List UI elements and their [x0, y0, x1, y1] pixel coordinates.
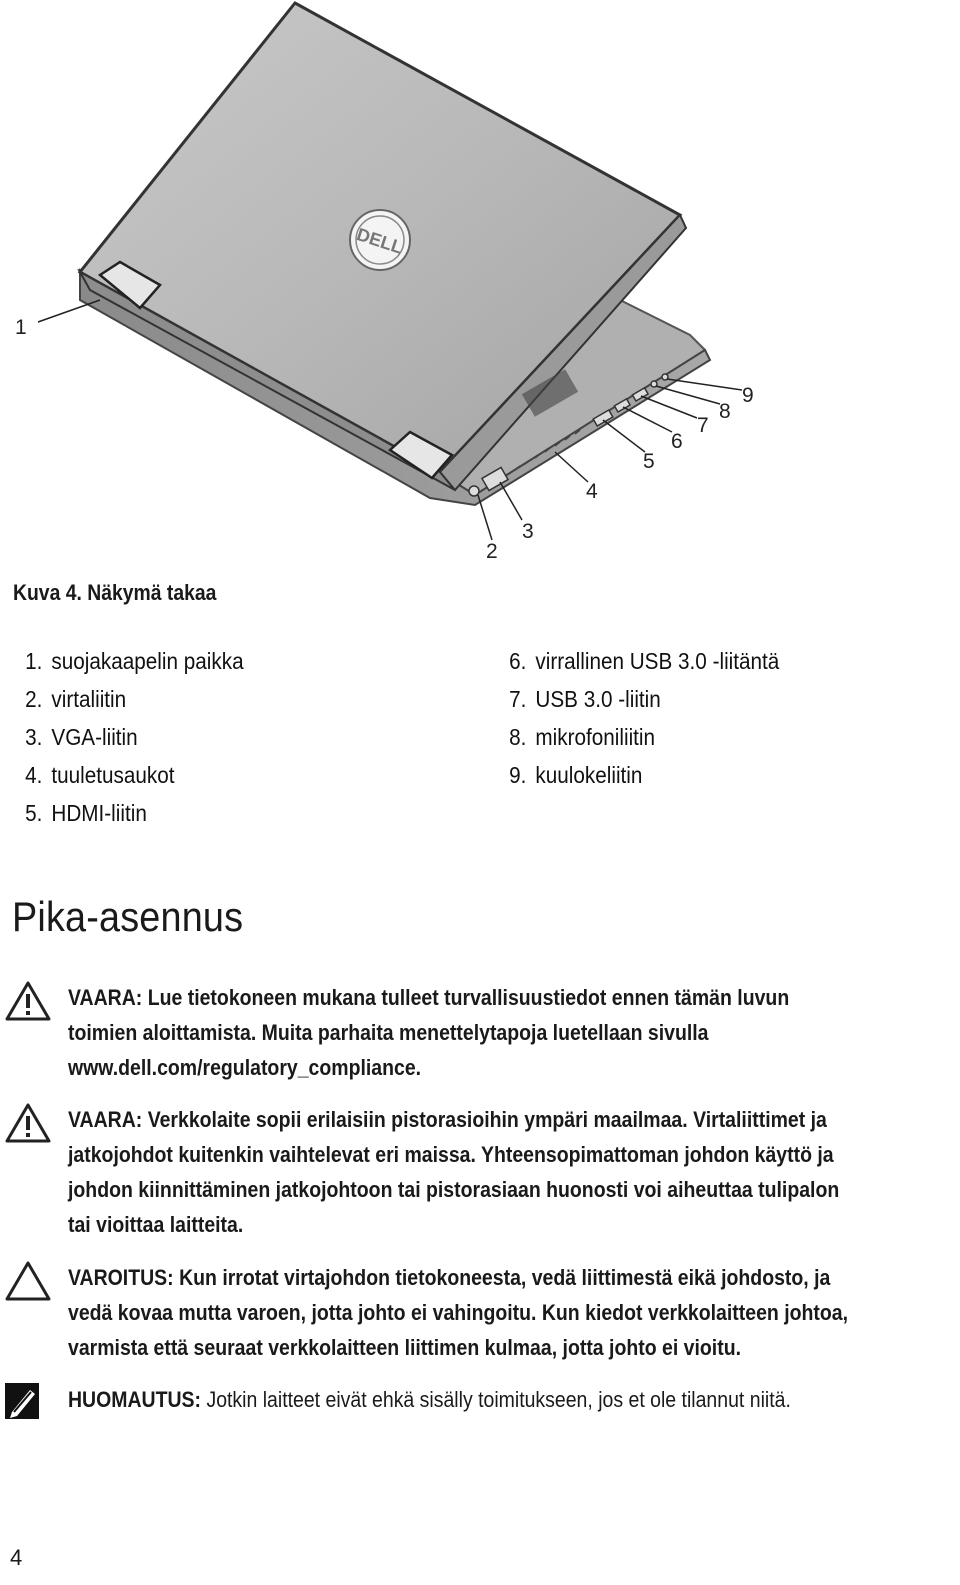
legend-item: 2. virtaliitin — [25, 686, 127, 712]
notice-label: VAROITUS: — [68, 1265, 174, 1290]
callout-7: 7 — [697, 414, 709, 437]
callout-8: 8 — [719, 400, 731, 423]
caution-icon — [4, 1260, 52, 1302]
notice-label: VAARA: — [68, 1107, 143, 1132]
callout-1: 1 — [15, 316, 27, 339]
notice-label: VAARA: — [68, 985, 143, 1010]
warning-icon — [4, 980, 52, 1022]
laptop-rear-view-illustration — [0, 0, 960, 575]
callout-4: 4 — [586, 480, 598, 503]
legend-list-left — [10, 646, 270, 836]
power-port — [469, 486, 479, 496]
callout-5: 5 — [643, 450, 655, 473]
notice-text: VAARA: Lue tietokoneen mukana tulleet turvallisuustiedot ennen tämän luvun toimien aloittamista. Muita parhaita menettelytapoja luetellaan sivulla www.dell.com/regulatory_compliance. — [68, 985, 790, 1080]
legend-item: 4. tuuletusaukot — [25, 762, 175, 788]
legend-item: 7. USB 3.0 -liitin — [509, 686, 661, 712]
legend-item: 3. VGA-liitin — [25, 724, 138, 750]
legend-list-right — [494, 646, 811, 798]
notice-text: VAROITUS: Kun irrotat virtajohdon tietokoneesta, vedä liittimestä eikä johdosto, ja vedä kovaa mutta varoen, jotta johto ei vahingoitu. Kun kiedot verkkolaitteen johtoa, varmista että seuraat verkkolaitteen liittimen kulmaa, jotta johto ei vioitu. — [68, 1265, 849, 1360]
legend-item: 5. HDMI-liitin — [25, 800, 147, 826]
legend-item: 1. suojakaapelin paikka — [25, 648, 244, 674]
callout-3: 3 — [522, 520, 534, 543]
dell-logo — [350, 210, 410, 270]
callout-6: 6 — [671, 430, 683, 453]
callout-2: 2 — [486, 540, 498, 563]
legend-item: 8. mikrofoniliitin — [509, 724, 656, 750]
page-number: 4 — [10, 1545, 23, 1570]
notice-text: HUOMAUTUS: Jotkin laitteet eivät ehkä sisälly toimitukseen, jos et ole tilannut niitä. — [68, 1387, 791, 1412]
notice-text: VAARA: Verkkolaite sopii erilaisiin pistorasioihin ympäri maailmaa. Virtaliittimet ja jatkojohdot kuitenkin vaihtelevat eri maissa. Yhteensopimattoman johdon käyttö ja johdon kiinnittäminen jatkojohtoon tai pistorasiaan huonosti voi aiheuttaa tulipalon tai vioittaa laitteita. — [68, 1107, 840, 1237]
legend-item: 9. kuulokeliitin — [509, 762, 643, 788]
legend-item: 6. virrallinen USB 3.0 -liitäntä — [509, 648, 780, 674]
figure-caption: Kuva 4. Näkymä takaa — [13, 580, 217, 605]
warning-icon — [4, 1102, 52, 1144]
section-title: Pika-asennus — [12, 893, 244, 940]
note-icon — [4, 1382, 42, 1422]
callout-9: 9 — [742, 384, 754, 407]
notice-label: HUOMAUTUS: — [68, 1387, 202, 1412]
svg-text:DELL: DELL — [354, 224, 406, 258]
